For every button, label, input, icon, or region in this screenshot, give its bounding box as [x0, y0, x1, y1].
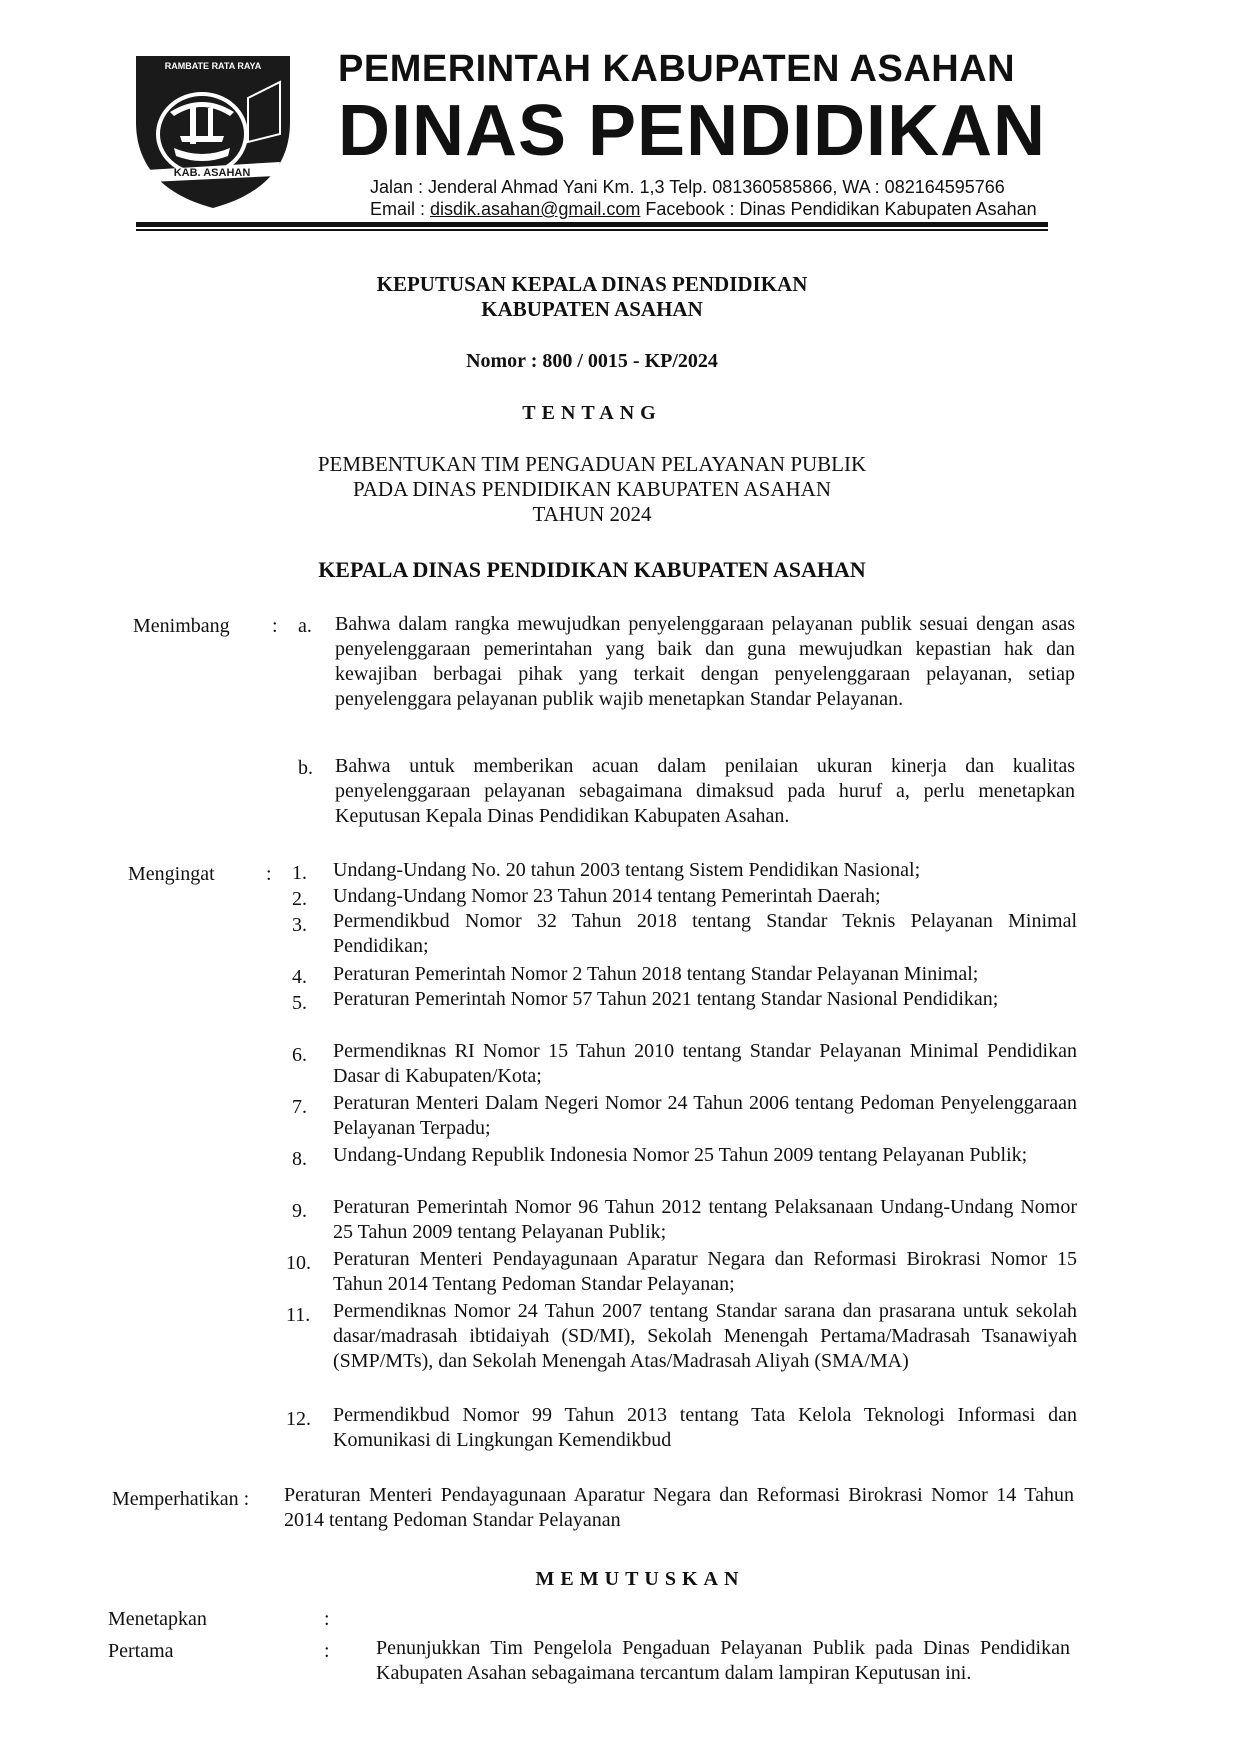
emblem-motto: RAMBATE RATA RAYA: [164, 61, 262, 71]
mengingat-key-6: 6.: [292, 1044, 307, 1066]
mengingat-key-7: 7.: [292, 1096, 307, 1118]
menimbang-key-a: a.: [298, 615, 312, 637]
mengingat-key-2: 2.: [292, 888, 307, 910]
mengingat-item-5: Peraturan Pemerintah Nomor 57 Tahun 2021 tentang Standar Nasional Pendidikan;: [333, 988, 999, 1010]
decree-number: Nomor : 800 / 0015 - KP/2024: [466, 350, 718, 372]
memutuskan-heading: MEMUTUSKAN: [535, 1568, 745, 1590]
mengingat-key-3: 3.: [292, 914, 307, 936]
contact-line: [370, 198, 1118, 220]
menimbang-item-a: Bahwa dalam rangka mewujudkan penyelenggaraan pelayanan publik sesuai dengan asas penyelenggaraan pemerintahan yang baik dan guna mewujudkan kepastian hak dan kewajiban berbagai pihak yang terkait dengan penyelenggaraan pelayanan, setiap penyelenggara pelayanan publik wajib menetapkan Standar Pelayanan.: [335, 613, 1075, 710]
email-link[interactable]: disdik.asahan@gmail.com: [430, 199, 641, 219]
email-label: Email :: [370, 199, 431, 219]
pertama-text: Penunjukkan Tim Pengelola Pengaduan Pelayanan Publik pada Dinas Pendidikan Kabupaten Asahan sebagaimana tercantum dalam lampiran Keputusan ini.: [376, 1637, 1070, 1684]
mengingat-key-1: 1.: [292, 862, 307, 884]
letterhead-rule-thick: [136, 222, 1048, 227]
government-name: PEMERINTAH KABUPATEN ASAHAN: [338, 48, 1016, 90]
mengingat-item-1: Undang-Undang No. 20 tahun 2003 tentang Sistem Pendidikan Nasional;: [333, 859, 921, 881]
mengingat-item-4: Peraturan Pemerintah Nomor 2 Tahun 2018 tentang Standar Pelayanan Minimal;: [333, 963, 979, 985]
mengingat-item-10: Peraturan Menteri Pendayagunaan Aparatur Negara dan Reformasi Birokrasi Nomor 15 Tahun 2014 Tentang Pedoman Standar Pelayanan;: [333, 1248, 1077, 1295]
mengingat-item-6: Permendiknas RI Nomor 15 Tahun 2010 tentang Standar Pelayanan Minimal Pendidikan Dasar di Kabupaten/Kota;: [333, 1040, 1077, 1087]
department-name: DINAS PENDIDIKAN: [338, 91, 1047, 171]
mengingat-key-8: 8.: [292, 1148, 307, 1170]
address-line: Jalan : Jenderal Ahmad Yani Km. 1,3 Telp. 081360585866, WA : 082164595766: [370, 177, 1005, 197]
mengingat-key-5: 5.: [292, 992, 307, 1014]
mengingat-item-2: Undang-Undang Nomor 23 Tahun 2014 tentang Pemerintah Daerah;: [333, 885, 881, 907]
mengingat-item-3: Permendikbud Nomor 32 Tahun 2018 tentang Standar Teknis Pelayanan Minimal Pendidikan;: [333, 910, 1077, 957]
decree-title-line2: KABUPATEN ASAHAN: [481, 297, 703, 321]
emblem-name: KAB. ASAHAN: [173, 167, 251, 179]
mengingat-key-10: 10.: [286, 1252, 311, 1274]
mengingat-item-9: Peraturan Pemerintah Nomor 96 Tahun 2012 tentang Pelaksanaan Undang-Undang Nomor 25 Tahun 2009 tentang Pelayanan Publik;: [333, 1196, 1077, 1243]
mengingat-item-7: Peraturan Menteri Dalam Negeri Nomor 24 Tahun 2006 tentang Pedoman Penyelenggaraan Pelayanan Terpadu;: [333, 1092, 1077, 1139]
decree-title-line1: KEPUTUSAN KEPALA DINAS PENDIDIKAN: [376, 272, 808, 296]
tentang-heading: TENTANG: [522, 402, 662, 424]
mengingat-item-11: Permendiknas Nomor 24 Tahun 2007 tentang Standar sarana dan prasarana untuk sekolah dasar/madrasah ibtidaiyah (SD/MI), Sekolah Menengah Pertama/Madrasah Tsanawiyah (SMP/MTs), dan Sekolah Menengah Atas/Madrasah Aliyah (SMA/MA): [333, 1300, 1077, 1372]
mengingat-key-12: 12.: [286, 1408, 311, 1430]
decree-subject: [136, 452, 1048, 527]
menimbang-key-b: b.: [298, 757, 313, 779]
mengingat-colon: :: [266, 863, 272, 885]
mengingat-key-9: 9.: [292, 1200, 307, 1222]
subject-line1: PEMBENTUKAN TIM PENGADUAN PELAYANAN PUBLIK: [317, 452, 867, 476]
authority-heading: KEPALA DINAS PENDIDIKAN KABUPATEN ASAHAN: [318, 557, 866, 582]
pertama-colon: :: [324, 1640, 330, 1662]
letterhead: [338, 46, 1118, 220]
mengingat-key-11: 11.: [286, 1304, 311, 1326]
menimbang-colon: :: [272, 615, 278, 637]
menetapkan-label: Menetapkan: [108, 1608, 207, 1630]
memperhatikan-text: Peraturan Menteri Pendayagunaan Aparatur Negara dan Reformasi Birokrasi Nomor 14 Tahun 2014 tentang Pedoman Standar Pelayanan: [284, 1484, 1074, 1531]
regency-coat-of-arms-icon: [130, 52, 296, 212]
menimbang-label: Menimbang: [133, 615, 230, 637]
menetapkan-colon: :: [324, 1608, 330, 1630]
mengingat-key-4: 4.: [292, 966, 307, 988]
decree-title: [136, 272, 1048, 322]
menimbang-item-b: Bahwa untuk memberikan acuan dalam penilaian ukuran kinerja dan kualitas penyelenggaraan pelayanan sebagaimana dimaksud pada huruf a, perlu menetapkan Keputusan Kepala Dinas Pendidikan Kabupaten Asahan.: [335, 755, 1075, 827]
memperhatikan-label: Memperhatikan :: [112, 1488, 250, 1510]
mengingat-label: Mengingat: [128, 863, 215, 885]
pertama-label: Pertama: [108, 1640, 174, 1662]
mengingat-item-12: Permendikbud Nomor 99 Tahun 2013 tentang Tata Kelola Teknologi Informasi dan Komunikasi di Lingkungan Kemendikbud: [333, 1404, 1077, 1451]
subject-line3: TAHUN 2024: [532, 502, 652, 526]
letterhead-rule-thin: [136, 229, 1048, 231]
facebook-text: Facebook : Dinas Pendidikan Kabupaten Asahan: [640, 199, 1037, 219]
mengingat-item-8: Undang-Undang Republik Indonesia Nomor 25 Tahun 2009 tentang Pelayanan Publik;: [333, 1144, 1028, 1166]
subject-line2: PADA DINAS PENDIDIKAN KABUPATEN ASAHAN: [352, 477, 831, 501]
